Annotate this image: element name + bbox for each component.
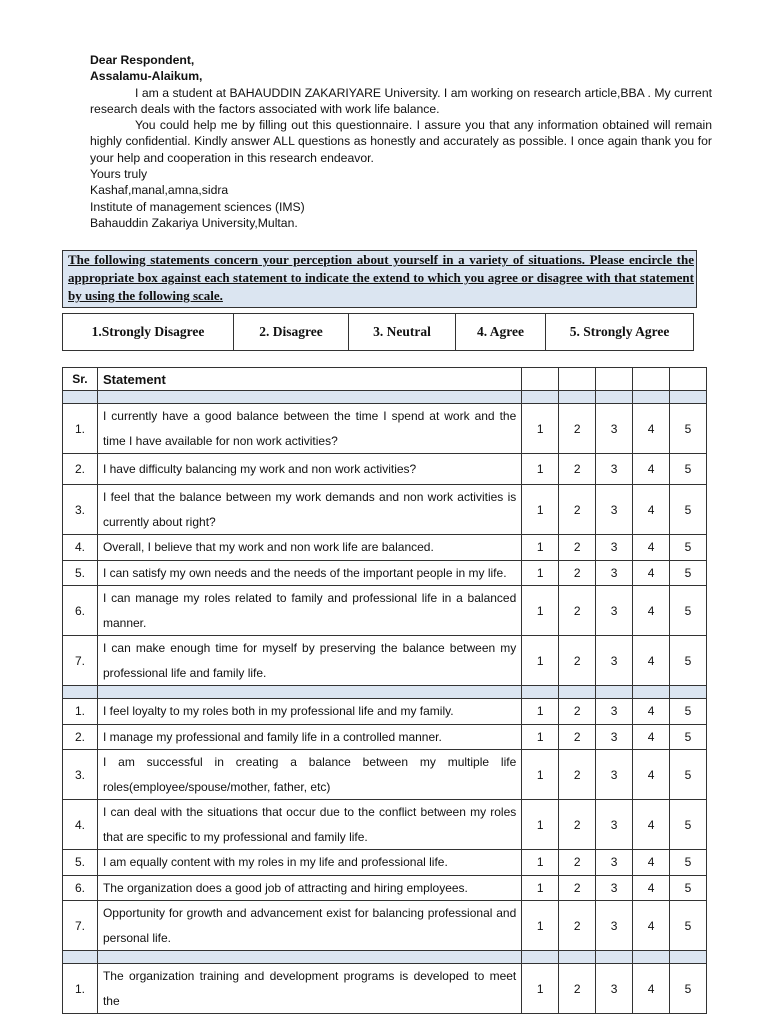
table-row <box>63 800 707 850</box>
table-row <box>63 750 707 800</box>
statement-text: I currently have a good balance between the time I spend at work and the time I have available for non work activities? <box>97 404 521 454</box>
scale-4: 4. Agree <box>456 314 546 351</box>
rating-option-2[interactable]: 2 <box>559 901 596 951</box>
rating-option-3[interactable]: 3 <box>596 636 633 686</box>
closing: Yours truly <box>90 167 148 182</box>
rating-option-3[interactable]: 3 <box>596 404 633 454</box>
rating-option-1[interactable]: 1 <box>522 454 559 485</box>
section-separator <box>63 951 707 964</box>
scale-5: 5. Strongly Agree <box>546 314 694 351</box>
sr-header: Sr. <box>63 368 98 391</box>
row-number: 7. <box>63 901 98 951</box>
statement-text: I feel that the balance between my work demands and non work activities is currently about right? <box>97 485 521 535</box>
table-row <box>63 964 707 1014</box>
rating-option-3[interactable]: 3 <box>596 535 633 561</box>
table-row <box>63 586 707 636</box>
rating-option-4[interactable]: 4 <box>633 404 670 454</box>
scale-2: 2. Disagree <box>234 314 349 351</box>
rating-option-3[interactable]: 3 <box>596 875 633 901</box>
table-row <box>63 404 707 454</box>
letter-paragraph-2: You could help me by filling out this questionnaire. I assure you that any information obtained will remain highly confidential. Kindly answer ALL questions as honestly and accurately as possible. I once again thank you for your help and cooperation in this research endeavor. <box>90 118 712 165</box>
row-number: 5. <box>63 850 98 876</box>
rating-option-5[interactable]: 5 <box>670 800 707 850</box>
rating-option-3[interactable]: 3 <box>596 560 633 586</box>
rating-option-2[interactable]: 2 <box>559 404 596 454</box>
questionnaire-table <box>62 367 707 1014</box>
rating-option-4[interactable]: 4 <box>633 560 670 586</box>
statement-text: The organization does a good job of attracting and hiring employees. <box>97 875 521 901</box>
salutation: Dear Respondent, <box>90 53 195 67</box>
rating-option-1[interactable]: 1 <box>522 560 559 586</box>
rating-option-1[interactable]: 1 <box>522 724 559 750</box>
rating-option-4[interactable]: 4 <box>633 901 670 951</box>
statement-text: I feel loyalty to my roles both in my professional life and my family. <box>97 699 521 725</box>
statement-text: I am equally content with my roles in my life and professional life. <box>97 850 521 876</box>
table-row <box>63 875 707 901</box>
rating-option-3[interactable]: 3 <box>596 964 633 1014</box>
rating-option-2[interactable]: 2 <box>559 724 596 750</box>
statement-text: Overall, I believe that my work and non work life are balanced. <box>97 535 521 561</box>
statement-text: I manage my professional and family life in a controlled manner. <box>97 724 521 750</box>
rating-option-3[interactable]: 3 <box>596 901 633 951</box>
rating-option-5[interactable]: 5 <box>670 875 707 901</box>
rating-option-4[interactable]: 4 <box>633 454 670 485</box>
rating-option-3[interactable]: 3 <box>596 454 633 485</box>
rating-option-2[interactable]: 2 <box>559 875 596 901</box>
rating-option-1[interactable]: 1 <box>522 964 559 1014</box>
letter-paragraph-1: I am a student at BAHAUDDIN ZAKARIYARE University. I am working on research article,BBA . My current research deals with the factors associated with work life balance. <box>90 85 712 116</box>
rating-option-3[interactable]: 3 <box>596 699 633 725</box>
rating-option-3[interactable]: 3 <box>596 800 633 850</box>
row-number: 1. <box>63 964 98 1014</box>
rating-scale <box>62 313 694 351</box>
table-row <box>63 724 707 750</box>
statement-header: Statement <box>97 368 521 391</box>
row-number: 1. <box>63 404 98 454</box>
rating-option-5[interactable]: 5 <box>670 586 707 636</box>
statement-text: I can deal with the situations that occur due to the conflict between my roles that are specific to my professional and family life. <box>97 800 521 850</box>
rating-option-5[interactable]: 5 <box>670 404 707 454</box>
rating-option-1[interactable]: 1 <box>522 850 559 876</box>
rating-option-1[interactable]: 1 <box>522 750 559 800</box>
rating-option-5[interactable]: 5 <box>670 750 707 800</box>
statement-text: I can satisfy my own needs and the needs of the important people in my life. <box>97 560 521 586</box>
row-number: 6. <box>63 875 98 901</box>
rating-option-3[interactable]: 3 <box>596 485 633 535</box>
rating-option-5[interactable]: 5 <box>670 699 707 725</box>
rating-option-2[interactable]: 2 <box>559 485 596 535</box>
row-number: 4. <box>63 535 98 561</box>
rating-option-2[interactable]: 2 <box>559 586 596 636</box>
rating-option-2[interactable]: 2 <box>559 699 596 725</box>
rating-option-5[interactable]: 5 <box>670 850 707 876</box>
rating-option-5[interactable]: 5 <box>670 901 707 951</box>
rating-option-1[interactable]: 1 <box>522 535 559 561</box>
rating-option-5[interactable]: 5 <box>670 724 707 750</box>
rating-option-1[interactable]: 1 <box>522 404 559 454</box>
table-row <box>63 636 707 686</box>
instructions-box: The following statements concern your perception about yourself in a variety of situations. Please encircle the appropriate box against each statement to indicate the extend to which you agree or disagree with that statement by using the following scale. <box>62 250 697 308</box>
table-row <box>63 535 707 561</box>
table-row <box>63 560 707 586</box>
rating-option-4[interactable]: 4 <box>633 875 670 901</box>
rating-option-2[interactable]: 2 <box>559 750 596 800</box>
table-row <box>63 485 707 535</box>
statement-text: I am successful in creating a balance between my multiple life roles(employee/spouse/mother, father, etc) <box>97 750 521 800</box>
greeting: Assalamu-Alaikum, <box>90 69 203 84</box>
rating-option-4[interactable]: 4 <box>633 724 670 750</box>
rating-option-3[interactable]: 3 <box>596 586 633 636</box>
rating-option-4[interactable]: 4 <box>633 800 670 850</box>
rating-option-2[interactable]: 2 <box>559 560 596 586</box>
rating-option-5[interactable]: 5 <box>670 535 707 561</box>
rating-option-2[interactable]: 2 <box>559 850 596 876</box>
rating-option-2[interactable]: 2 <box>559 964 596 1014</box>
row-number: 4. <box>63 800 98 850</box>
rating-option-1[interactable]: 1 <box>522 875 559 901</box>
statement-text: I can manage my roles related to family and professional life in a balanced manner. <box>97 586 521 636</box>
rating-option-2[interactable]: 2 <box>559 636 596 686</box>
rating-option-1[interactable]: 1 <box>522 485 559 535</box>
rating-option-3[interactable]: 3 <box>596 724 633 750</box>
row-number: 3. <box>63 485 98 535</box>
rating-option-1[interactable]: 1 <box>522 636 559 686</box>
statement-text: I can make enough time for myself by preserving the balance between my professional life and family life. <box>97 636 521 686</box>
statement-text: The organization training and development programs is developed to meet the <box>97 964 521 1014</box>
rating-option-1[interactable]: 1 <box>522 800 559 850</box>
rating-option-3[interactable]: 3 <box>596 750 633 800</box>
section-separator <box>63 686 707 699</box>
row-number: 3. <box>63 750 98 800</box>
questionnaire-body <box>63 391 707 1014</box>
rating-option-2[interactable]: 2 <box>559 535 596 561</box>
row-number: 1. <box>63 699 98 725</box>
rating-option-1[interactable]: 1 <box>522 699 559 725</box>
rating-option-4[interactable]: 4 <box>633 964 670 1014</box>
section-separator <box>63 391 707 404</box>
rating-option-4[interactable]: 4 <box>633 485 670 535</box>
scale-3: 3. Neutral <box>349 314 456 351</box>
rating-option-5[interactable]: 5 <box>670 964 707 1014</box>
row-number: 5. <box>63 560 98 586</box>
rating-option-5[interactable]: 5 <box>670 485 707 535</box>
row-number: 2. <box>63 724 98 750</box>
rating-option-4[interactable]: 4 <box>633 699 670 725</box>
rating-option-2[interactable]: 2 <box>559 800 596 850</box>
rating-option-4[interactable]: 4 <box>633 850 670 876</box>
rating-option-4[interactable]: 4 <box>633 535 670 561</box>
row-number: 6. <box>63 586 98 636</box>
table-row <box>63 699 707 725</box>
statement-text: Opportunity for growth and advancement exist for balancing professional and personal life. <box>97 901 521 951</box>
university-name: Bahauddin Zakariya University,Multan. <box>90 215 298 230</box>
table-row <box>63 901 707 951</box>
statement-text: I have difficulty balancing my work and non work activities? <box>97 454 521 485</box>
row-number: 7. <box>63 636 98 686</box>
table-row <box>63 454 707 485</box>
rating-option-5[interactable]: 5 <box>670 636 707 686</box>
cover-letter <box>90 52 712 231</box>
rating-option-3[interactable]: 3 <box>596 850 633 876</box>
rating-option-4[interactable]: 4 <box>633 636 670 686</box>
rating-option-1[interactable]: 1 <box>522 901 559 951</box>
rating-option-1[interactable]: 1 <box>522 586 559 636</box>
rating-option-4[interactable]: 4 <box>633 586 670 636</box>
author-names: Kashaf,manal,amna,sidra <box>90 183 229 198</box>
institute-name: Institute of management sciences (IMS) <box>90 199 305 214</box>
rating-option-2[interactable]: 2 <box>559 454 596 485</box>
rating-option-5[interactable]: 5 <box>670 560 707 586</box>
row-number: 2. <box>63 454 98 485</box>
rating-option-5[interactable]: 5 <box>670 454 707 485</box>
scale-1: 1.Strongly Disagree <box>63 314 234 351</box>
table-row <box>63 850 707 876</box>
rating-option-4[interactable]: 4 <box>633 750 670 800</box>
